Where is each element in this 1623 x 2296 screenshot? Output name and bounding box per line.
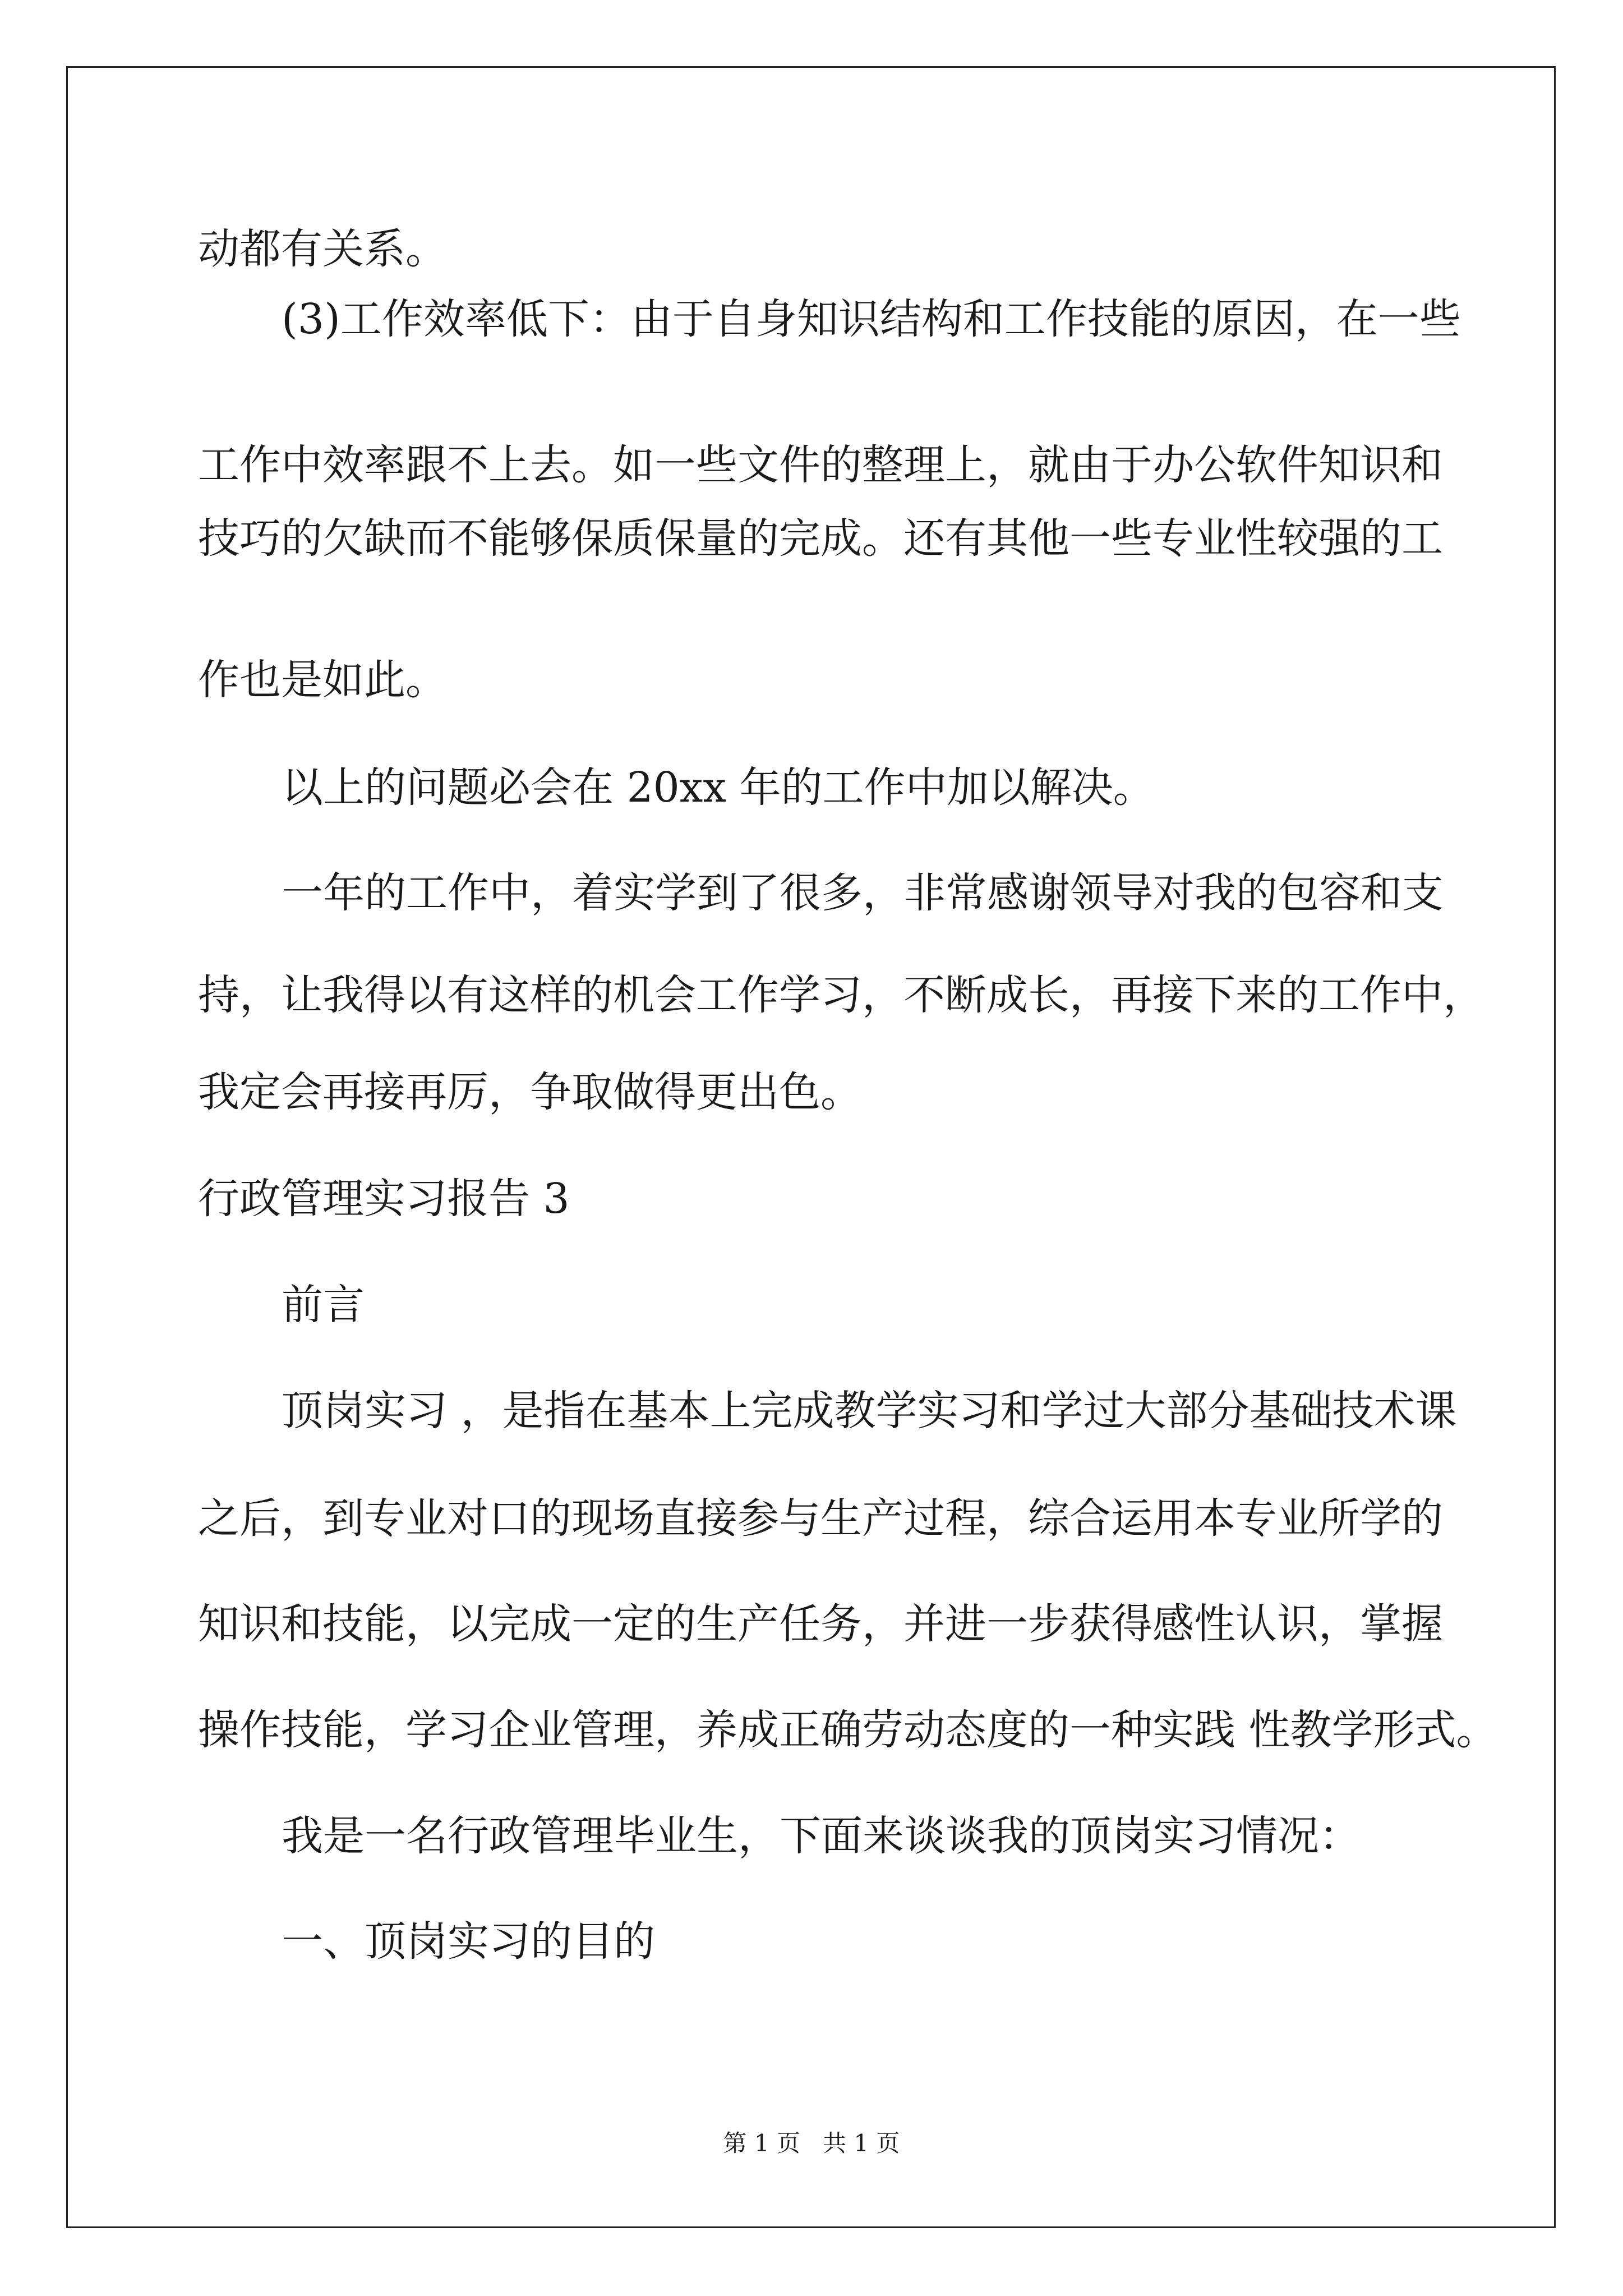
paragraph-line: 知识和技能，以完成一定的生产任务，并进一步获得感性认识，掌握 bbox=[198, 1600, 1443, 1648]
paragraph-line: 我定会再接再厉，争取做得更出色。 bbox=[198, 1068, 862, 1116]
section-heading: 一、顶岗实习的目的 bbox=[282, 1917, 655, 1966]
section-title: 行政管理实习报告 3 bbox=[198, 1175, 570, 1223]
paragraph-line: 之后，到专业对口的现场直接参与生产过程，综合运用本专业所学的 bbox=[198, 1494, 1443, 1543]
paragraph-line: 作也是如此。 bbox=[198, 656, 447, 704]
paragraph-line: 持，让我得以有这样的机会工作学习，不断成长，再接下来的工作中， bbox=[198, 971, 1484, 1019]
page-footer: 第 1 页 共 1 页 bbox=[723, 2129, 900, 2157]
paragraph-line: 我是一名行政管理毕业生，下面来谈谈我的顶岗实习情况： bbox=[282, 1812, 1361, 1860]
paragraph-line: (3)工作效率低下：由于自身知识结构和工作技能的原因，在一些 bbox=[282, 295, 1461, 343]
paragraph-line: 动都有关系。 bbox=[198, 225, 447, 273]
paragraph-line: 工作中效率跟不上去。如一些文件的整理上，就由于办公软件知识和 bbox=[198, 441, 1443, 489]
paragraph-line: 操作技能，学习企业管理，养成正确劳动态度的一种实践 性教学形式。 bbox=[198, 1706, 1498, 1754]
paragraph-line: 一年的工作中，着实学到了很多，非常感谢领导对我的包容和支 bbox=[282, 869, 1444, 917]
page-border bbox=[66, 66, 1556, 2228]
paragraph-line: 顶岗实习 ，是指在基本上完成教学实习和学过大部分基础技术课 bbox=[282, 1387, 1457, 1435]
section-heading: 前言 bbox=[282, 1281, 365, 1329]
paragraph-line: 以上的问题必会在 20xx 年的工作中加以解决。 bbox=[282, 763, 1155, 812]
paragraph-line: 技巧的欠缺而不能够保质保量的完成。还有其他一些专业性较强的工 bbox=[198, 514, 1443, 563]
